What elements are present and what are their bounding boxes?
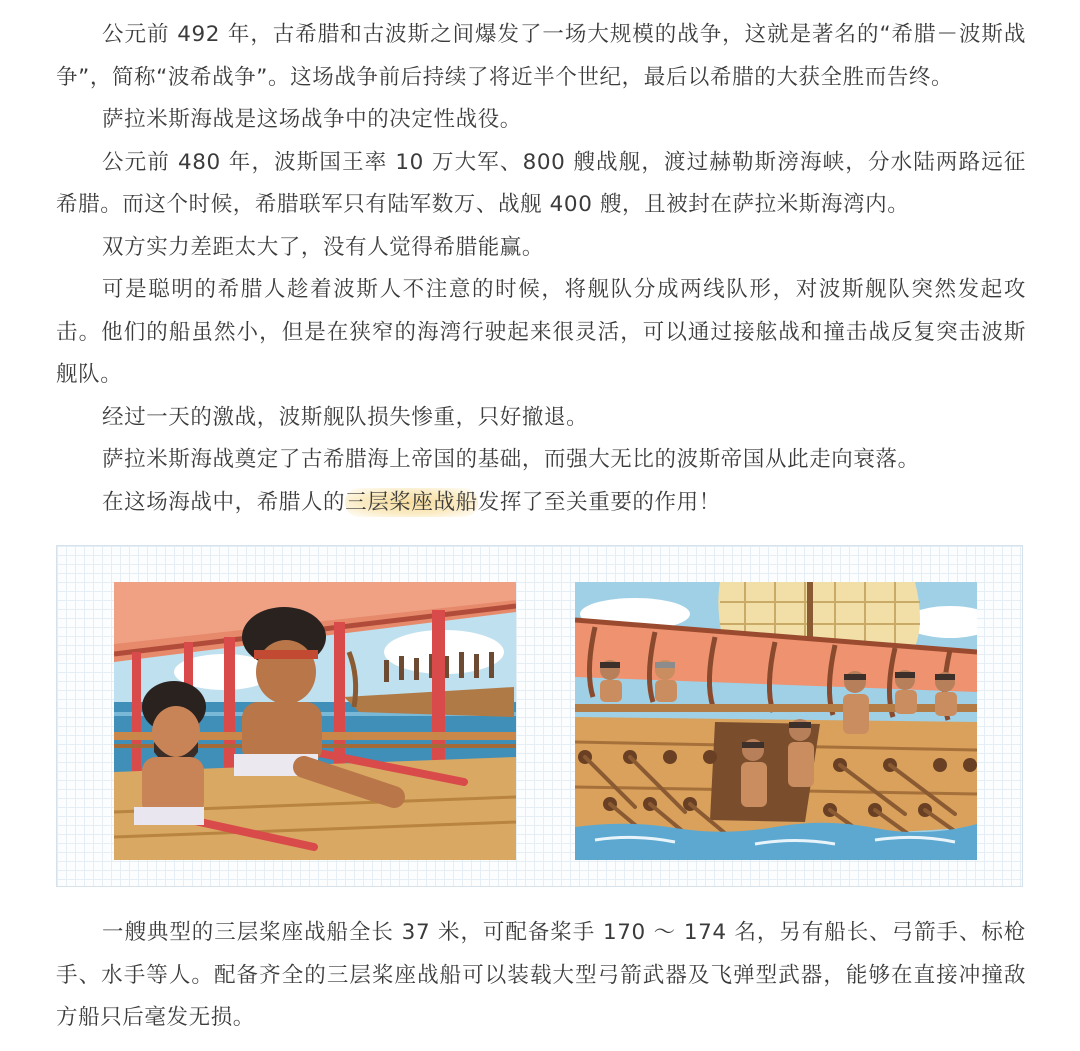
text-after-highlight: 发挥了至关重要的作用！: [477, 489, 721, 515]
paragraph: 双方实力差距太大了，没有人觉得希腊能赢。: [102, 234, 545, 260]
text-before-highlight: 在这场海战中，希腊人的: [102, 489, 346, 515]
paragraph: 可是聪明的希腊人趁着波斯人不注意的时候，将舰队分成两线队形，对波斯舰队突然发起攻击。他们的船虽然小，但是在狭窄的海湾行驶起来很灵活，可以通过接舷战和撞击战反复突击波斯舰队。: [56, 277, 1026, 387]
trireme-cross-section-illustration: [575, 582, 977, 860]
paragraph: 一艘典型的三层桨座战船全长 37 米，可配备桨手 170 ～ 174 名，另有船长、弓箭手、标枪手、水手等人。配备齐全的三层桨座战船可以装载大型弓箭武器及飞弹型武器，能够在直接冲撞敌方船只后毫发无损。: [56, 920, 1026, 1030]
figure-panel-grid: [56, 545, 1023, 887]
article-top-text: [56, 14, 1026, 524]
paragraph: 公元前 480 年，波斯国王率 10 万大军、800 艘战舰，渡过赫勒斯滂海峡，分水陆两路远征希腊。而这个时候，希腊联军只有陆军数万、战舰 400 艘，且被封在萨拉米斯海湾内。: [56, 149, 1026, 217]
paragraph: 萨拉米斯海战奠定了古希腊海上帝国的基础，而强大无比的波斯帝国从此走向衰落。: [102, 447, 920, 472]
paragraph: 公元前 492 年，古希腊和古波斯之间爆发了一场大规模的战争，这就是著名的“希腊－波斯战争”，简称“波希战争”。这场战争前后持续了将近半个世纪，最后以希腊的大获全胜而告终。: [56, 22, 1026, 90]
article-bottom-text: [56, 912, 1026, 1040]
rowers-on-trireme-illustration: [114, 582, 516, 860]
highlighted-term: 三层桨座战船: [345, 489, 478, 515]
illustration-trireme-image: [575, 582, 977, 860]
paragraph: 经过一天的激战，波斯舰队损失惨重，只好撤退。: [102, 404, 589, 430]
illustration-rowers-image: [114, 582, 516, 860]
paragraph: 萨拉米斯海战是这场战争中的决定性战役。: [102, 107, 522, 132]
highlight-paragraph: [56, 482, 1026, 525]
